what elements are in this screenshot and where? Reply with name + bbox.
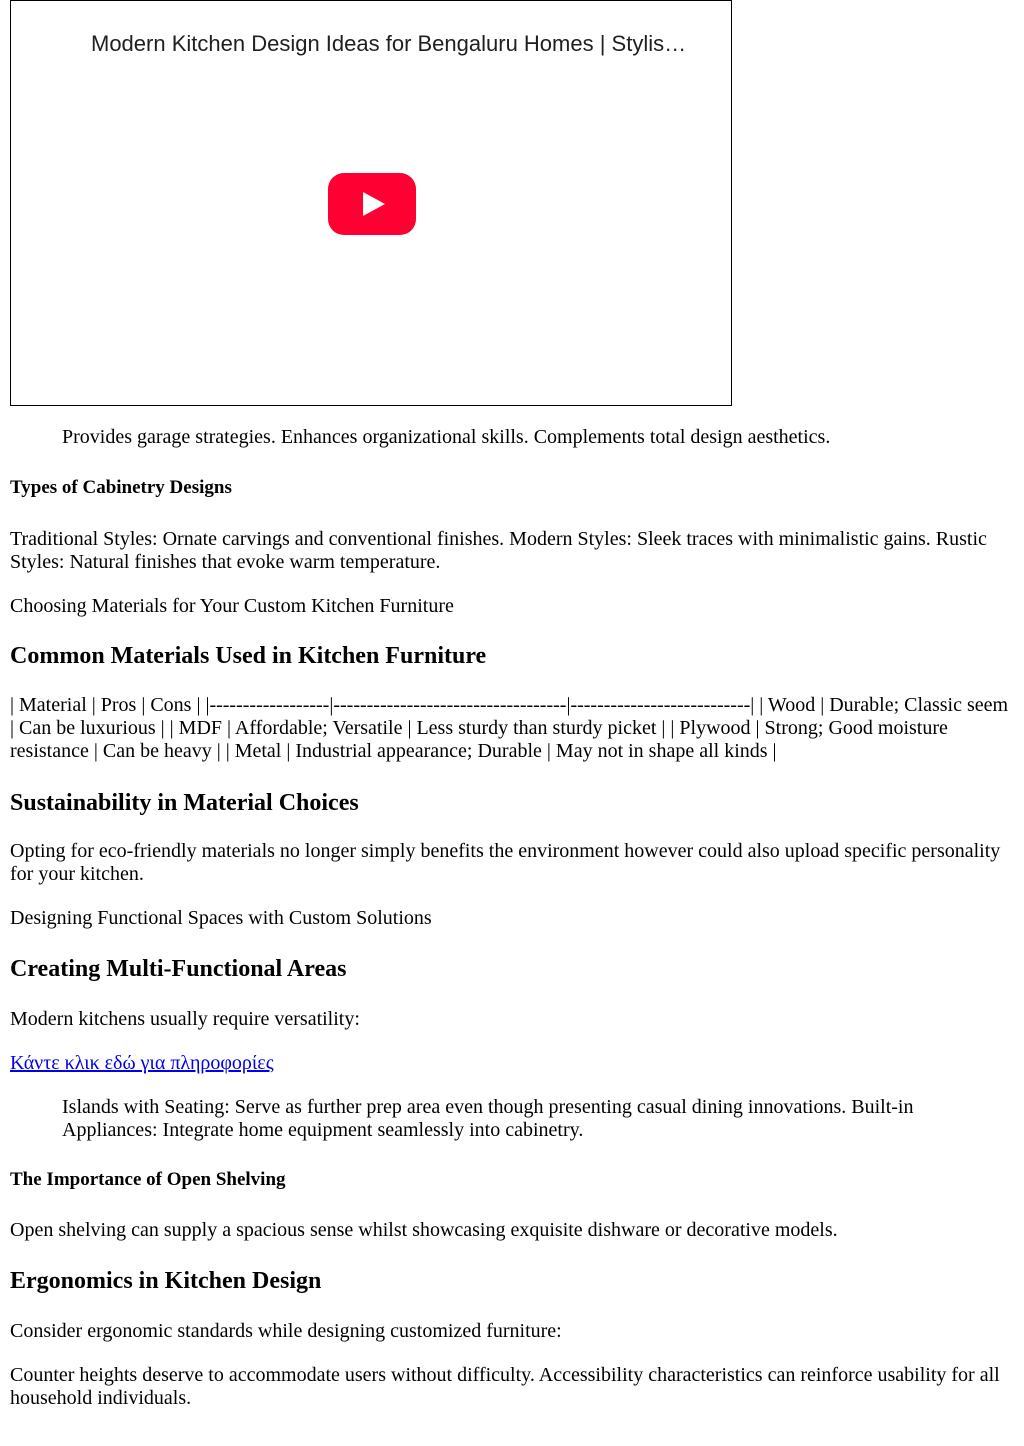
paragraph-ergonomic-standards: Consider ergonomic standards while designing customized furniture:: [10, 1320, 562, 1342]
paragraph-versatility: Modern kitchens usually require versatility:: [10, 1008, 360, 1030]
link-paragraph: [10, 1052, 1010, 1075]
blockquote-islands: Islands with Seating: Serve as further prep area even though presenting casual dining innovations. Built-in Appliances: Integrate home equipment seamlessly into cabinetry.: [62, 1096, 914, 1141]
video-title[interactable]: Modern Kitchen Design Ideas for Bengaluru Homes | Stylis…: [91, 31, 687, 56]
heading-sustainability: Sustainability in Material Choices: [10, 790, 359, 816]
blockquote-text: Provides garage strategies. Enhances organizational skills. Complements total design aesthetics.: [62, 426, 831, 448]
info-link[interactable]: Κάντε κλικ εδώ για πληροφορίες: [10, 1052, 274, 1074]
heading-open-shelving: The Importance of Open Shelving: [10, 1169, 286, 1190]
paragraph-counter-heights: Counter heights deserve to accommodate users without difficulty. Accessibility characteristics can reinforce usability for all household individuals.: [10, 1364, 1000, 1409]
paragraph-functional-spaces: Designing Functional Spaces with Custom Solutions: [10, 907, 432, 929]
video-embed[interactable]: [10, 0, 732, 406]
paragraph-open-shelving: Open shelving can supply a spacious sense whilst showcasing exquisite dishware or decorative models.: [10, 1219, 838, 1241]
heading-common-materials: Common Materials Used in Kitchen Furniture: [10, 643, 487, 669]
paragraph-cabinetry: Traditional Styles: Ornate carvings and conventional finishes. Modern Styles: Sleek traces with minimalistic gains. Rustic Styles: Natural finishes that evoke warm temperature.: [10, 528, 987, 573]
heading-ergonomics: Ergonomics in Kitchen Design: [10, 1268, 322, 1294]
heading-cabinetry: Types of Cabinetry Designs: [10, 477, 232, 498]
heading-multi-functional: Creating Multi-Functional Areas: [10, 956, 347, 982]
play-icon[interactable]: [328, 173, 416, 235]
paragraph-sustainability: Opting for eco-friendly materials no longer simply benefits the environment however could also upload specific personality for your kitchen.: [10, 840, 1001, 885]
paragraph-choosing-materials: Choosing Materials for Your Custom Kitchen Furniture: [10, 595, 454, 617]
paragraph-materials-table: | Material | Pros | Cons | |------------------|-----------------------------------|---------------------------| | Wood | Durable; Classic seem | Can be luxurious | | MDF | Affordable; Versatile | Less sturdy than sturdy picket | | Plywood | Strong; Good moisture resistance | Can be heavy | | Metal | Industrial appearance; Durable | May not in shape all kinds |: [10, 694, 1009, 762]
